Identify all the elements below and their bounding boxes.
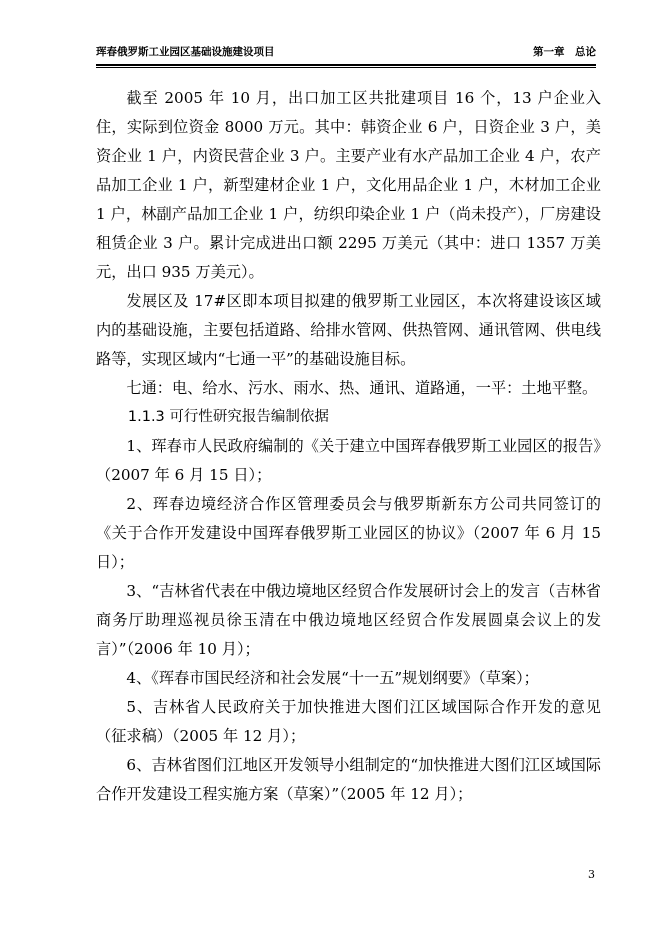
page-header [96, 42, 596, 62]
reference-item: 2、珲春边境经济合作区管理委员会与俄罗斯新东方公司共同签订的《关于合作开发建设中国珲春俄罗斯工业园区的协议》（2007 年 6 月 15 日）； [96, 495, 601, 571]
reference-item: 4、《珲春市国民经济和社会发展“十一五”规划纲要》（草案）； [126, 669, 539, 687]
page-number: 3 [588, 868, 595, 881]
header-rule-thick [96, 64, 596, 66]
reference-item: 3、“吉林省代表在中俄边境地区经贸合作发展研讨会上的发言（吉林省商务厅助理巡视员徐玉清在中俄边境地区经贸合作发展圆桌会议上的发言）”（2006 年 10 月）； [96, 582, 601, 658]
header-project-title: 珲春俄罗斯工业园区基础设施建设项目 [96, 46, 275, 58]
header-chapter-title: 第一章 总论 [533, 46, 596, 58]
header-rule-thin [96, 67, 596, 68]
section-heading: 1.1.3 可行性研究报告编制依据 [127, 409, 329, 425]
reference-item: 1、珲春市人民政府编制的《关于建立中国珲春俄罗斯工业园区的报告》（2007 年 6 月 15 日）； [96, 437, 601, 484]
paragraph-industrial-park: 发展区及 17#区即本项目拟建的俄罗斯工业园区，本次将建设该区域内的基础设施，主要包括道路、给排水管网、供热管网、通讯管网、供电线路等，实现区域内“七通一平”的基础设施目标。 [96, 292, 601, 368]
paragraph-seven-connections: 七通：电、给水、污水、雨水、热、通讯、道路通，一平：土地平整。 [126, 379, 598, 397]
reference-item: 6、吉林省图们江地区开发领导小组制定的“加快推进大图们江区域国际合作开发建设工程实施方案（草案）”（2005 年 12 月）； [96, 756, 601, 803]
page-body [96, 84, 601, 809]
reference-item: 5、吉林省人民政府关于加快推进大图们江区域国际合作开发的意见（征求稿）（2005 年 12 月）； [96, 698, 601, 745]
paragraph-enterprise-stats: 截至 2005 年 10 月，出口加工区共批建项目 16 个，13 户企业入住，实际到位资金 8000 万元。其中：韩资企业 6 户，日资企业 3 户，美资企业 1 户，内资民营企业 3 户。主要产业有水产品加工企业 4 户，农产品加工企业 1 户，新型建材企业 1 户，文化用品企业 1 户，木材加工企业 1 户，林副产品加工企业 1 户，纺织印染企业 1 户（尚未投产），厂房建设租赁企业 3 户。累计完成进出口额 2295 万美元（其中：进口 1357 万美元，出口 935 万美元）。 [96, 89, 601, 281]
